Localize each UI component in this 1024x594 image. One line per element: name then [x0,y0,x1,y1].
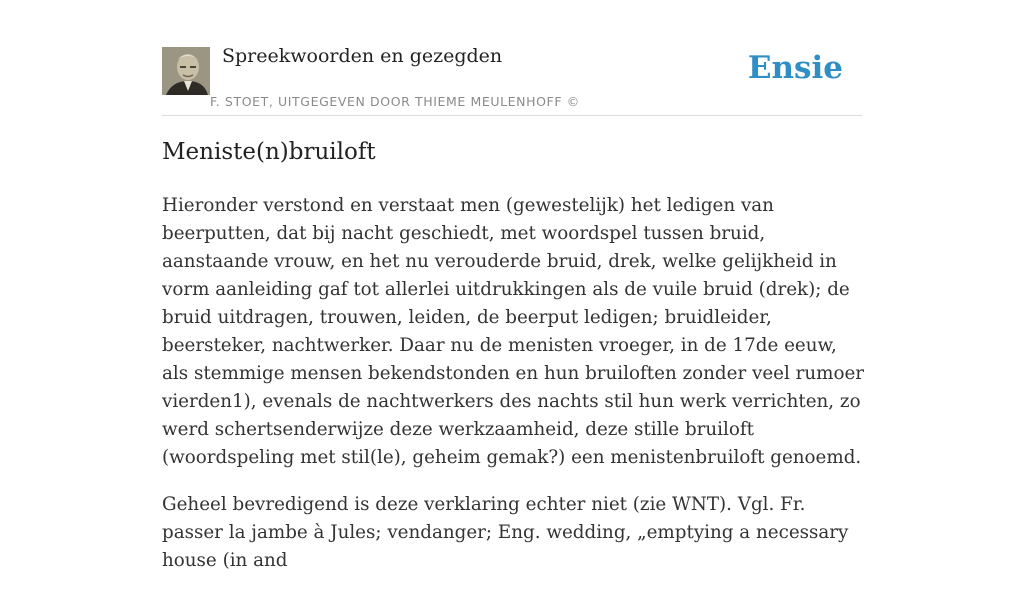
source-title[interactable]: Spreekwoorden en gezegden [222,45,503,67]
source-header [162,0,862,116]
paragraph: Hieronder verstond en verstaat men (gewestelijk) het ledigen van beerputten, dat bij nacht geschiedt, met woordspel tussen bruid, aanstaande vrouw, en het nu verouderde bruid, drek, welke gelijkheid in vorm aanleiding gaf tot allerlei uitdrukkingen als de vuile bruid (drek); de bruid uitdragen, trouwen, leiden, de beerput ledigen; bruidleider, beersteker, nachtwerker. Daar nu de menisten vroeger, in de 17de eeuw, als stemmige mensen bekendstonden en hun bruiloften zonder veel rumoer vierden1), evenals de nachtwerkers des nachts stil hun werk verrichten, zo werd schertsenderwijze deze werkzaamheid, deze stille bruiloft (woordspeling met stil(le), geheim gemak?) een menistenbruiloft genoemd. [162,195,865,468]
content-container [162,0,865,571]
publisher-credit: F. STOET, UITGEGEVEN DOOR THIEME MEULENHOFF © [210,94,580,109]
definition-text [162,192,866,594]
author-portrait-icon[interactable] [162,47,210,95]
paragraph: Geheel bevredigend is deze verklaring echter niet (zie WNT). Vgl. Fr. passer la jambe à Jules; vendanger; Eng. wedding, „emptying a necessary house (in and [162,494,849,571]
ensie-logo[interactable]: Ensie [747,50,843,86]
page-title: Meniste(n)bruiloft [162,139,376,165]
